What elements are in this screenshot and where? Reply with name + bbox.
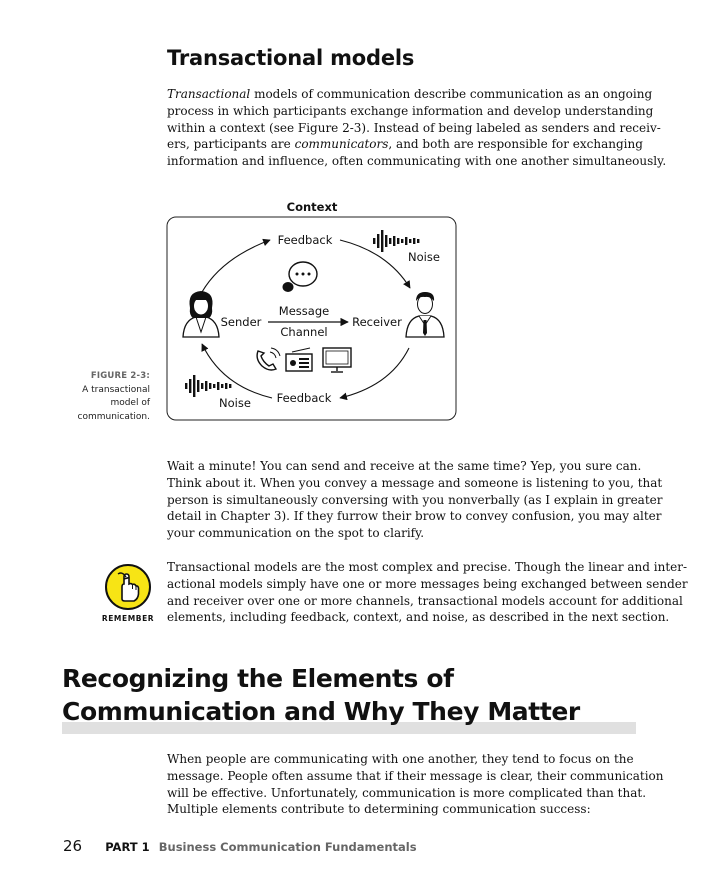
figure-caption-line-3: communication. xyxy=(77,411,150,422)
text-line xyxy=(167,120,661,137)
figure-caption-line-1: A transactional xyxy=(82,384,150,395)
text-line xyxy=(167,103,654,120)
part-title: Business Communication Fundamentals xyxy=(158,840,417,854)
text-line: Think about it. When you convey a message and someone is listening to you, that xyxy=(167,475,663,490)
text-line: person is simultaneously conversing with you nonverbally (as I explain in greater xyxy=(167,492,663,507)
remember-finger-string-icon xyxy=(104,563,152,611)
text-line: elements, including feedback, context, and noise, as described in the next section. xyxy=(167,610,670,625)
figure-caption xyxy=(40,370,150,424)
noise-top-label: Noise xyxy=(408,250,440,264)
part-label: PART 1 xyxy=(105,840,150,854)
text-line: Transactional models are the most complex and precise. Though the linear and inter- xyxy=(167,560,688,574)
sender-label: Sender xyxy=(220,315,262,329)
channel-label: Channel xyxy=(280,325,328,339)
text-segment: models of communication describe communication as an ongoing xyxy=(250,87,653,101)
context-label: Context xyxy=(286,200,338,214)
italic-term: communicators xyxy=(294,137,389,152)
page-number: 26 xyxy=(63,837,83,855)
noise-bottom-label: Noise xyxy=(219,396,251,410)
transactional-model-diagram xyxy=(160,196,465,428)
text-segment: ers, participants are xyxy=(167,137,295,152)
text-line: your communication on the spot to clarify. xyxy=(167,526,425,541)
chapter-heading-line-1: Recognizing the Elements of xyxy=(62,664,454,693)
text-segment: process in which participants exchange information and develop understanding xyxy=(167,103,654,118)
figure-caption-line-2: model of xyxy=(110,398,150,408)
section-heading: Transactional models xyxy=(167,46,415,70)
chapter-heading xyxy=(62,662,636,728)
text-line xyxy=(167,136,643,153)
text-segment: , and both are responsible for exchanging xyxy=(388,137,643,152)
remember-label: REMEMBER xyxy=(101,614,155,623)
text-line: actional models simply have one or more messages being exchanged between sender xyxy=(167,576,688,591)
text-line: When people are communicating with one another, they tend to focus on the xyxy=(167,752,634,766)
text-line: Wait a minute! You can send and receive at the same time? Yep, you sure can. xyxy=(167,459,642,473)
italic-term: Transactional xyxy=(167,87,251,101)
text-line: will be effective. Unfortunately, communication is more complicated than that. xyxy=(167,785,647,800)
paragraph-wait-a-minute xyxy=(167,458,663,542)
text-line xyxy=(167,153,667,170)
text-line: detail in Chapter 3). If they furrow their brow to convey confusion, you may alter xyxy=(167,509,662,524)
text-line xyxy=(167,86,653,103)
paragraph-elements-intro xyxy=(167,751,664,818)
text-line: Multiple elements contribute to determining communication success: xyxy=(167,802,591,817)
feedback-top-label: Feedback xyxy=(277,233,333,247)
figure-label: FIGURE 2-3: xyxy=(90,371,150,381)
text-line: message. People often assume that if their message is clear, their communication xyxy=(167,768,664,783)
text-segment: information and influence, often communicating with one another simultaneously. xyxy=(167,154,667,169)
page-footer xyxy=(63,836,417,855)
paragraph-transactional-intro xyxy=(167,86,667,170)
chapter-heading-text xyxy=(62,662,636,728)
text-line: and receiver over one or more channels, transactional models account for additional xyxy=(167,593,683,608)
paragraph-remember xyxy=(167,559,688,626)
text-segment: within a context (see Figure 2-3). Instead of being labeled as senders and receiv- xyxy=(167,120,661,135)
chapter-heading-line-2: Communication and Why They Matter xyxy=(62,697,580,726)
receiver-label: Receiver xyxy=(352,315,402,329)
feedback-bottom-label: Feedback xyxy=(276,391,332,405)
message-label: Message xyxy=(278,304,330,318)
